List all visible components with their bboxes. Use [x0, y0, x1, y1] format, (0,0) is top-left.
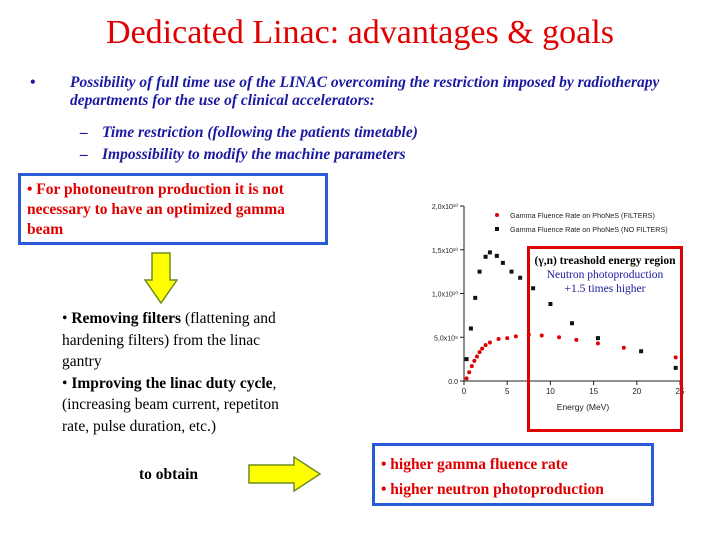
- data-point-filters: [475, 355, 479, 359]
- data-point-no-filters: [495, 254, 499, 258]
- main-bullet-text: Possibility of full time use of the LINAC overcoming the restriction imposed by radiotherapy departments for the use of clinical accelerators:: [70, 74, 660, 109]
- data-point-filters: [478, 350, 482, 354]
- legend-label-no-filters: Gamma Fluence Rate on PhoNeS (NO FILTERS): [510, 225, 668, 234]
- list-item-bold: Improving the linac duty cycle: [71, 374, 273, 392]
- down-arrow-icon: [144, 252, 178, 304]
- x-tick-label: 20: [632, 387, 642, 396]
- legend-label-filters: Gamma Fluence Rate on PhoNeS (FILTERS): [510, 211, 655, 220]
- x-tick-label: 0: [461, 387, 467, 396]
- list-item-removing-filters: [62, 308, 302, 373]
- bullet-symbol: •: [30, 74, 36, 91]
- photoneutron-box: • For photoneutron production it is not necessary to have an optimized gamma beam: [18, 173, 328, 245]
- sub-bullet-text: Impossibility to modify the machine parameters: [102, 146, 406, 163]
- y-tick-label: 1,0x10¹⁰: [431, 291, 458, 299]
- x-axis-label: Energy (MeV): [556, 402, 610, 412]
- sub-bullet-dash: –: [80, 124, 88, 141]
- modifications-list: [62, 308, 302, 437]
- x-tick-label: 5: [504, 387, 510, 396]
- result-line-gamma: • higher gamma fluence rate: [381, 456, 568, 473]
- data-point-filters: [470, 364, 474, 368]
- result-box: [372, 443, 654, 506]
- y-tick-label: 2,0x10¹⁰: [431, 204, 458, 211]
- data-point-no-filters: [518, 276, 522, 280]
- sub-bullet-time: [80, 124, 418, 142]
- data-point-no-filters: [478, 270, 482, 274]
- legend-marker-no-filters: [495, 227, 499, 231]
- y-tick-label: 1,5x10¹⁰: [431, 247, 458, 255]
- data-point-filters: [505, 336, 509, 340]
- data-point-no-filters: [488, 250, 492, 254]
- slide-title: Dedicated Linac: advantages & goals: [106, 14, 614, 51]
- sub-bullet-parameters: [80, 146, 406, 164]
- data-point-no-filters: [465, 357, 469, 361]
- x-tick-label: 10: [545, 387, 555, 396]
- list-item-rest: (flattening and hardening filters) from the linac gantry: [62, 310, 276, 370]
- list-bullet: •: [62, 374, 72, 392]
- chart-legend: [495, 211, 668, 234]
- list-bullet: •: [62, 310, 72, 327]
- data-point-filters: [514, 334, 518, 338]
- data-point-filters: [484, 343, 488, 347]
- list-item-rest: , (increasing beam current, repetiton rate, pulse duration, etc.): [62, 374, 279, 435]
- data-point-no-filters: [473, 296, 477, 300]
- data-point-filters: [465, 376, 469, 380]
- list-item-duty-cycle: [62, 373, 302, 438]
- data-point-filters: [467, 370, 471, 374]
- result-line-neutron: • higher neutron photoproduction: [381, 481, 604, 498]
- list-item-bold: Removing filters: [71, 310, 182, 327]
- threshold-annotation: [527, 254, 683, 296]
- data-point-filters: [480, 347, 484, 351]
- sub-bullet-text: Time restriction (following the patients timetable): [102, 124, 418, 141]
- y-tick-label: 0.0: [448, 379, 458, 386]
- data-point-filters: [497, 337, 501, 341]
- data-point-filters: [472, 359, 476, 363]
- y-tick-label: 5,0x10⁹: [433, 335, 458, 343]
- right-arrow-icon: [248, 455, 322, 493]
- sub-bullet-dash: –: [80, 146, 88, 163]
- legend-marker-filters: [495, 213, 499, 217]
- x-tick-label: 15: [589, 387, 599, 396]
- data-point-filters: [488, 341, 492, 345]
- data-point-no-filters: [501, 261, 505, 265]
- to-obtain-label: to obtain: [139, 466, 198, 483]
- threshold-line1: (γ,n) treashold energy region: [534, 255, 676, 267]
- threshold-line3: +1.5 times higher: [564, 283, 646, 295]
- data-point-no-filters: [484, 255, 488, 259]
- threshold-line2: Neutron photoproduction: [546, 269, 664, 281]
- data-point-no-filters: [510, 270, 514, 274]
- data-point-no-filters: [469, 327, 473, 331]
- x-tick-label: 25: [675, 387, 685, 396]
